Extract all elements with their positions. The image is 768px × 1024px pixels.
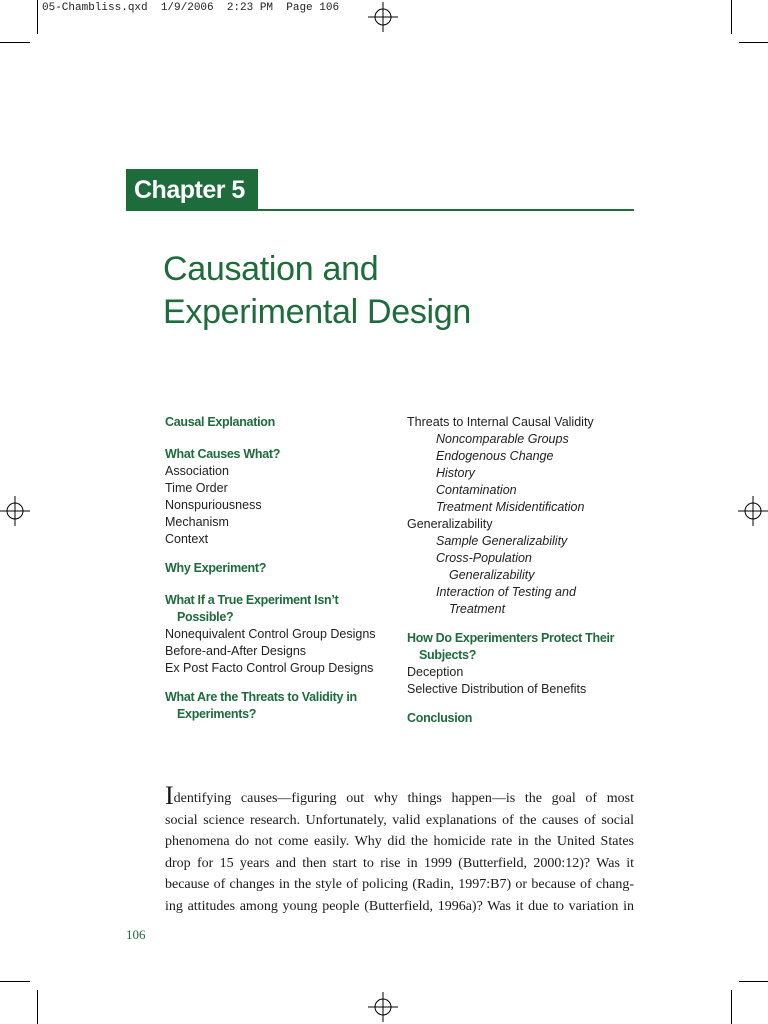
drop-cap: I [165, 781, 174, 810]
outline-heading-line: How Do Experimenters Protect Their [407, 631, 615, 645]
body-line [165, 781, 634, 810]
outline-heading-line: Subjects? [419, 648, 477, 662]
body-line: phenomena do not come easily. Why did the homicide rate in the United States [165, 834, 634, 849]
outline-subitem: Sample Generalizability [436, 534, 568, 548]
outline-heading-line: What If a True Experiment Isn’t [165, 593, 339, 607]
outline-item: Before-and-After Designs [165, 644, 307, 658]
outline-subitem: Endogenous Change [436, 449, 554, 463]
outline-heading-causal-explanation: Causal Explanation [165, 415, 275, 429]
outline-item: Context [165, 532, 209, 546]
body-line: because of changes in the style of policing (Radin, 1997:B7) or because of chang- [165, 877, 634, 892]
outline-heading-threats-to-validity [165, 689, 395, 723]
crop-mark-bottom-left-horizontal [0, 981, 30, 982]
outline-item: Selective Distribution of Benefits [407, 682, 587, 696]
registration-mark-right-icon [738, 496, 768, 526]
registration-mark-top-icon [368, 2, 398, 32]
outline-subitem: Cross-Population [436, 551, 532, 565]
chapter-rule [258, 209, 634, 211]
chapter-label: Chapter 5 [126, 169, 258, 211]
outline-heading-conclusion: Conclusion [407, 711, 473, 725]
outline-item-internal-validity: Threats to Internal Causal Validity [407, 415, 594, 429]
registration-mark-bottom-icon [368, 992, 398, 1022]
outline-item: Deception [407, 665, 464, 679]
registration-mark-left-icon [0, 496, 30, 526]
body-line: drop for 15 years and then start to rise in 1999 (Butterfield, 2000:12)? Was it [165, 855, 634, 871]
crop-mark-bottom-right-horizontal [739, 981, 768, 982]
crop-mark-top-left-horizontal [0, 42, 30, 43]
chapter-title-line: Causation and [163, 250, 379, 288]
outline-subitem: Treatment Misidentification [436, 500, 585, 514]
outline-subitem-continuation: Treatment [449, 602, 506, 616]
body-paragraph [165, 781, 634, 917]
outline-subitem: History [436, 466, 475, 480]
outline-subitem: Contamination [436, 483, 517, 497]
chapter-outline-left [165, 414, 395, 723]
outline-item-generalizability: Generalizability [407, 517, 493, 531]
outline-item: Mechanism [165, 515, 229, 529]
body-line: social science research. Unfortunately, valid explanations of the causes of social [165, 812, 634, 828]
chapter-title [163, 248, 623, 334]
chapter-title-line: Experimental Design [163, 293, 472, 331]
body-line-text: dentifying causes—figuring out why things happen—is the goal of most [173, 791, 634, 806]
outline-subitem: Noncomparable Groups [436, 432, 569, 446]
page-number: 106 [126, 927, 146, 942]
outline-subitem: Interaction of Testing and [436, 585, 576, 599]
outline-subitem-continuation: Generalizability [449, 568, 535, 582]
outline-heading-line: Possible? [177, 610, 234, 624]
crop-mark-top-right-horizontal [739, 42, 768, 43]
outline-item: Time Order [165, 481, 228, 495]
crop-mark-top-left-vertical [37, 0, 38, 34]
outline-item: Association [165, 464, 229, 478]
crop-mark-bottom-right-vertical [731, 990, 732, 1024]
body-line: ing attitudes among young people (Butterfield, 1996a)? Was it due to variation in [165, 898, 634, 914]
outline-heading-line: What Are the Threats to Validity in [165, 690, 357, 704]
outline-heading-protect-subjects [407, 630, 637, 664]
print-slug: 05-Chambliss.qxd 1/9/2006 2:23 PM Page 106 [42, 2, 340, 14]
outline-heading-line: Experiments? [177, 707, 257, 721]
crop-mark-top-right-vertical [731, 0, 732, 34]
crop-mark-bottom-left-vertical [37, 990, 38, 1024]
outline-heading-what-causes-what: What Causes What? [165, 447, 281, 461]
outline-heading-why-experiment: Why Experiment? [165, 561, 267, 575]
outline-heading-true-experiment [165, 592, 395, 626]
chapter-outline-right [407, 414, 637, 727]
outline-item: Nonspuriousness [165, 498, 262, 512]
outline-item: Ex Post Facto Control Group Designs [165, 661, 374, 675]
outline-item: Nonequivalent Control Group Designs [165, 627, 376, 641]
